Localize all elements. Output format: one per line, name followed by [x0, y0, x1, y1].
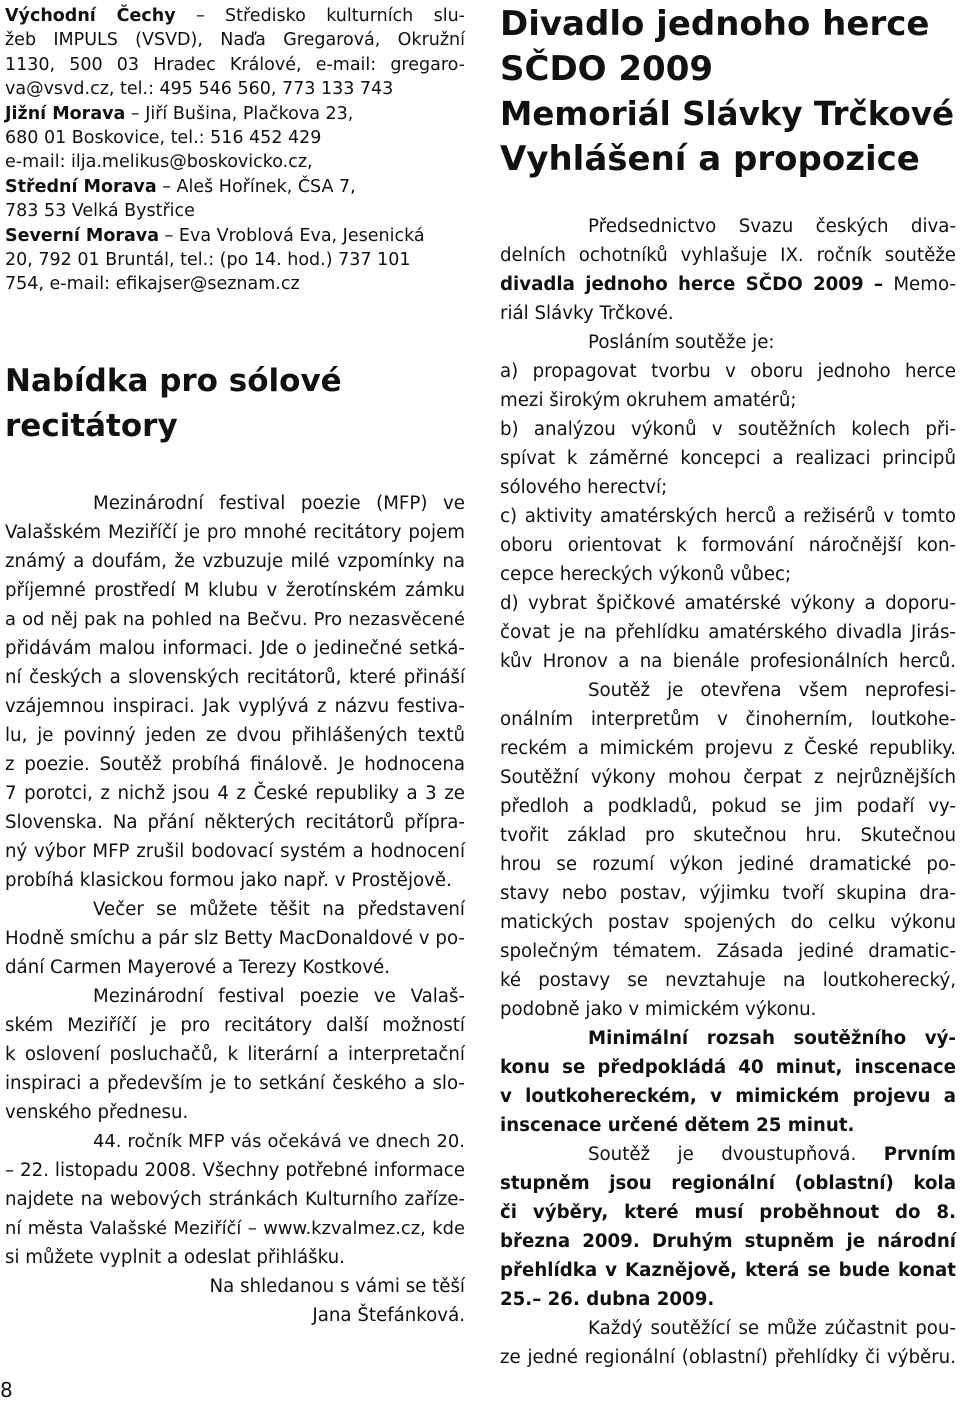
- contact-line: 1130, 500 03 Hradec Králové, e-mail: gregaro-: [5, 54, 465, 75]
- body-line: c) aktivity amatérských herců a režisérů v tomto: [500, 506, 956, 527]
- article-title-line: Memoriál Slávky Trčkové: [500, 95, 955, 133]
- body-line: b) analýzou výkonů v soutěžních kolech při-: [500, 419, 956, 440]
- body-line: – 22. listopadu 2008. Všechny potřebné informace: [5, 1159, 465, 1181]
- body-line: mezi širokým okruhem amatérů;: [500, 390, 797, 411]
- body-line: d) vybrat špičkové amatérské výkony a doporu-: [500, 593, 956, 614]
- article-title: [500, 2, 956, 182]
- body-line: ském Meziříčí je pro recitátory další možností: [5, 1014, 465, 1036]
- contact-line: Východní Čechy – Středisko kulturních slu-: [5, 6, 465, 26]
- body-line: onálním interpretům v činoherním, loutkohe-: [500, 709, 956, 730]
- body-line: přidávám malou informaci. Jde o jedinečné setká-: [5, 637, 465, 659]
- body-line: ké postavy se nevztahuje na loutkoherecký,: [500, 970, 956, 991]
- body-line: Valašském Meziříčí je pro mnohé recitátory pojem: [5, 521, 465, 543]
- body-line: hrou se rozumí výkon jediné dramatické po-: [500, 854, 956, 875]
- article-title-line: Vyhlášení a propozice: [500, 139, 920, 179]
- body-line: podobně jako v mimickém výkonu.: [500, 999, 817, 1020]
- page-number: 8: [0, 1378, 13, 1402]
- contact-line: e-mail: ilja.melikus@boskovicko.cz,: [5, 152, 313, 173]
- body-line: předloh a podkladů, pokud se jim podaří vy-: [500, 796, 956, 817]
- body-line: delních ochotníků vyhlašuje IX. ročník soutěže: [500, 245, 956, 266]
- author-signature: Jana Štefánková.: [312, 1304, 465, 1326]
- contact-line: Severní Morava – Eva Vroblová Eva, Jesenická: [5, 225, 425, 246]
- article-title-line: SČDO 2009: [500, 49, 714, 89]
- body-line: Večer se můžete těšit na představení: [93, 898, 465, 920]
- body-line: ze jedné regionální (oblastní) přehlídky či výběru.: [500, 1347, 956, 1368]
- body-line: příjemné prostředí M klubu v žerotínském zámku: [5, 579, 465, 601]
- body-line: a) propagovat tvorbu v oboru jednoho herce: [500, 361, 956, 382]
- body-line: a od něj pak na pohled na Bečvu. Pro nezasvěcené: [5, 608, 465, 630]
- body-line: ní českých a slovenských recitátorů, které přináší: [5, 666, 465, 688]
- body-line: března 2009. Druhým stupněm je národní: [500, 1231, 956, 1252]
- body-line: společným tématem. Zásada jediné dramatic-: [500, 941, 956, 962]
- body-line: Soutěž je dvoustupňová. Prvním: [588, 1144, 956, 1165]
- body-line: dání Carmen Mayerové a Terezy Kostkové.: [5, 956, 390, 978]
- article-body: [5, 489, 465, 1330]
- body-line: Soutěžní výkony mohou čerpat z nejrůznějších: [500, 767, 956, 788]
- body-line: či výběry, které musí proběhnout do 8.: [500, 1202, 956, 1223]
- body-line: probíhá klasickou formou jako např. v Prostějově.: [5, 869, 452, 891]
- body-line: čovat je na přehlídku amatérského divadla Jirás-: [500, 622, 956, 643]
- article-title-line: Divadlo jednoho herce: [500, 4, 930, 44]
- body-line: si můžete vyplnit a odeslat přihlášku.: [5, 1246, 345, 1268]
- body-line: Mezinárodní festival poezie ve Valaš-: [93, 985, 465, 1007]
- body-line: Minimální rozsah soutěžního vý-: [588, 1028, 956, 1049]
- contact-line: 680 01 Boskovice, tel.: 516 452 429: [5, 127, 322, 148]
- article-title: [5, 359, 465, 449]
- body-line: přehlídka v Kaznějově, která se bude konat: [500, 1260, 956, 1281]
- body-line: Soutěž je otevřena všem neprofesi-: [588, 680, 956, 701]
- body-line: v loutkohereckém, v mimickém projevu a: [500, 1086, 956, 1107]
- regional-contacts: [5, 4, 465, 297]
- body-line: vzájemnou inspiraci. Jak vyplývá z názvu festiva-: [5, 695, 465, 717]
- body-line: Hodně smíchu a pár slz Betty MacDonaldové v po-: [5, 927, 465, 949]
- right-column: [500, 0, 956, 1372]
- body-line: stupněm jsou regionální (oblastní) kola: [500, 1173, 956, 1194]
- body-line: ný výbor MFP zrušil bodovací systém a hodnocení: [5, 840, 465, 862]
- body-line: 7 porotci, z nichž jsou 4 z České republiky a 3 ze: [5, 782, 465, 804]
- body-line: stavy nebo postav, výjimku tvoří skupina dra-: [500, 883, 956, 904]
- body-line: 25.– 26. dubna 2009.: [500, 1289, 715, 1310]
- body-line: Mezinárodní festival poezie (MFP) ve: [93, 492, 465, 514]
- body-line: Posláním soutěže je:: [588, 332, 775, 353]
- body-line: sólového herectví;: [500, 477, 668, 498]
- body-line: venského přednesu.: [5, 1101, 189, 1123]
- article-body: [500, 212, 956, 1372]
- contact-line: žeb IMPULS (VSVD), Naďa Gregarová, Okružní: [5, 30, 465, 51]
- body-line: k oslovení posluchačů, k literární a interpretační: [5, 1043, 465, 1065]
- body-line: reckém a mimickém projevu z České republiky.: [500, 738, 956, 759]
- contact-line: va@vsvd.cz, tel.: 495 546 560, 773 133 743: [5, 79, 394, 100]
- contact-line: 754, e-mail: efikajser@seznam.cz: [5, 274, 300, 295]
- contact-line: Jižní Morava – Jiří Bušina, Plačkova 23,: [5, 103, 354, 124]
- left-column: [5, 0, 465, 1330]
- contact-line: 20, 792 01 Bruntál, tel.: (po 14. hod.) 737 101: [5, 249, 411, 270]
- body-line: Slovenska. Na přání některých recitátorů přípra-: [5, 811, 465, 833]
- body-line: cepce hereckých výkonů vůbec;: [500, 564, 792, 585]
- body-line: Předsednictvo Svazu českých diva-: [588, 216, 956, 237]
- body-line: z poezie. Soutěž probíhá finálově. Je hodnocena: [5, 753, 465, 775]
- body-line: divadla jednoho herce SČDO 2009 – Memo-: [500, 274, 956, 295]
- body-line: kův Hronov a na bienále profesionálních herců.: [500, 651, 956, 672]
- body-line: matických postav spojených do celku výkonu: [500, 912, 956, 933]
- body-line: inscenace určené dětem 25 minut.: [500, 1115, 855, 1136]
- body-line: oboru orientovat k formování náročnější kon-: [500, 535, 956, 556]
- signoff-line: Na shledanou s vámi se těší: [209, 1275, 465, 1297]
- body-line: spívat k záměrné koncepci a realizaci principů: [500, 448, 956, 469]
- article-title-line: Nabídka pro sólové: [5, 362, 342, 399]
- body-line: lu, je povinný jeden ze dvou přihlášených textů: [5, 724, 465, 746]
- body-line: konu se předpokládá 40 minut, inscenace: [500, 1057, 956, 1078]
- body-line: inspiraci a především je to setkání českého a slo-: [5, 1072, 465, 1094]
- body-line: Každý soutěžící se může zúčastnit pou-: [588, 1318, 956, 1339]
- body-line: tvořit základ pro skutečnou hru. Skutečnou: [500, 825, 956, 846]
- contact-line: Střední Morava – Aleš Hořínek, ČSA 7,: [5, 176, 356, 197]
- article-title-line: recitátory: [5, 407, 178, 444]
- body-line: najdete na webových stránkách Kulturního zaříze-: [5, 1188, 465, 1210]
- body-line: 44. ročník MFP vás očekává ve dnech 20.: [93, 1130, 465, 1152]
- body-line: riál Slávky Trčkové.: [500, 303, 674, 324]
- body-line: ní města Valašské Meziříčí – www.kzvalmez.cz, kde: [5, 1217, 465, 1239]
- contact-line: 783 53 Velká Bystřice: [5, 201, 195, 222]
- body-line: známý a doufám, že vzbuzuje milé vzpomínky na: [5, 550, 465, 572]
